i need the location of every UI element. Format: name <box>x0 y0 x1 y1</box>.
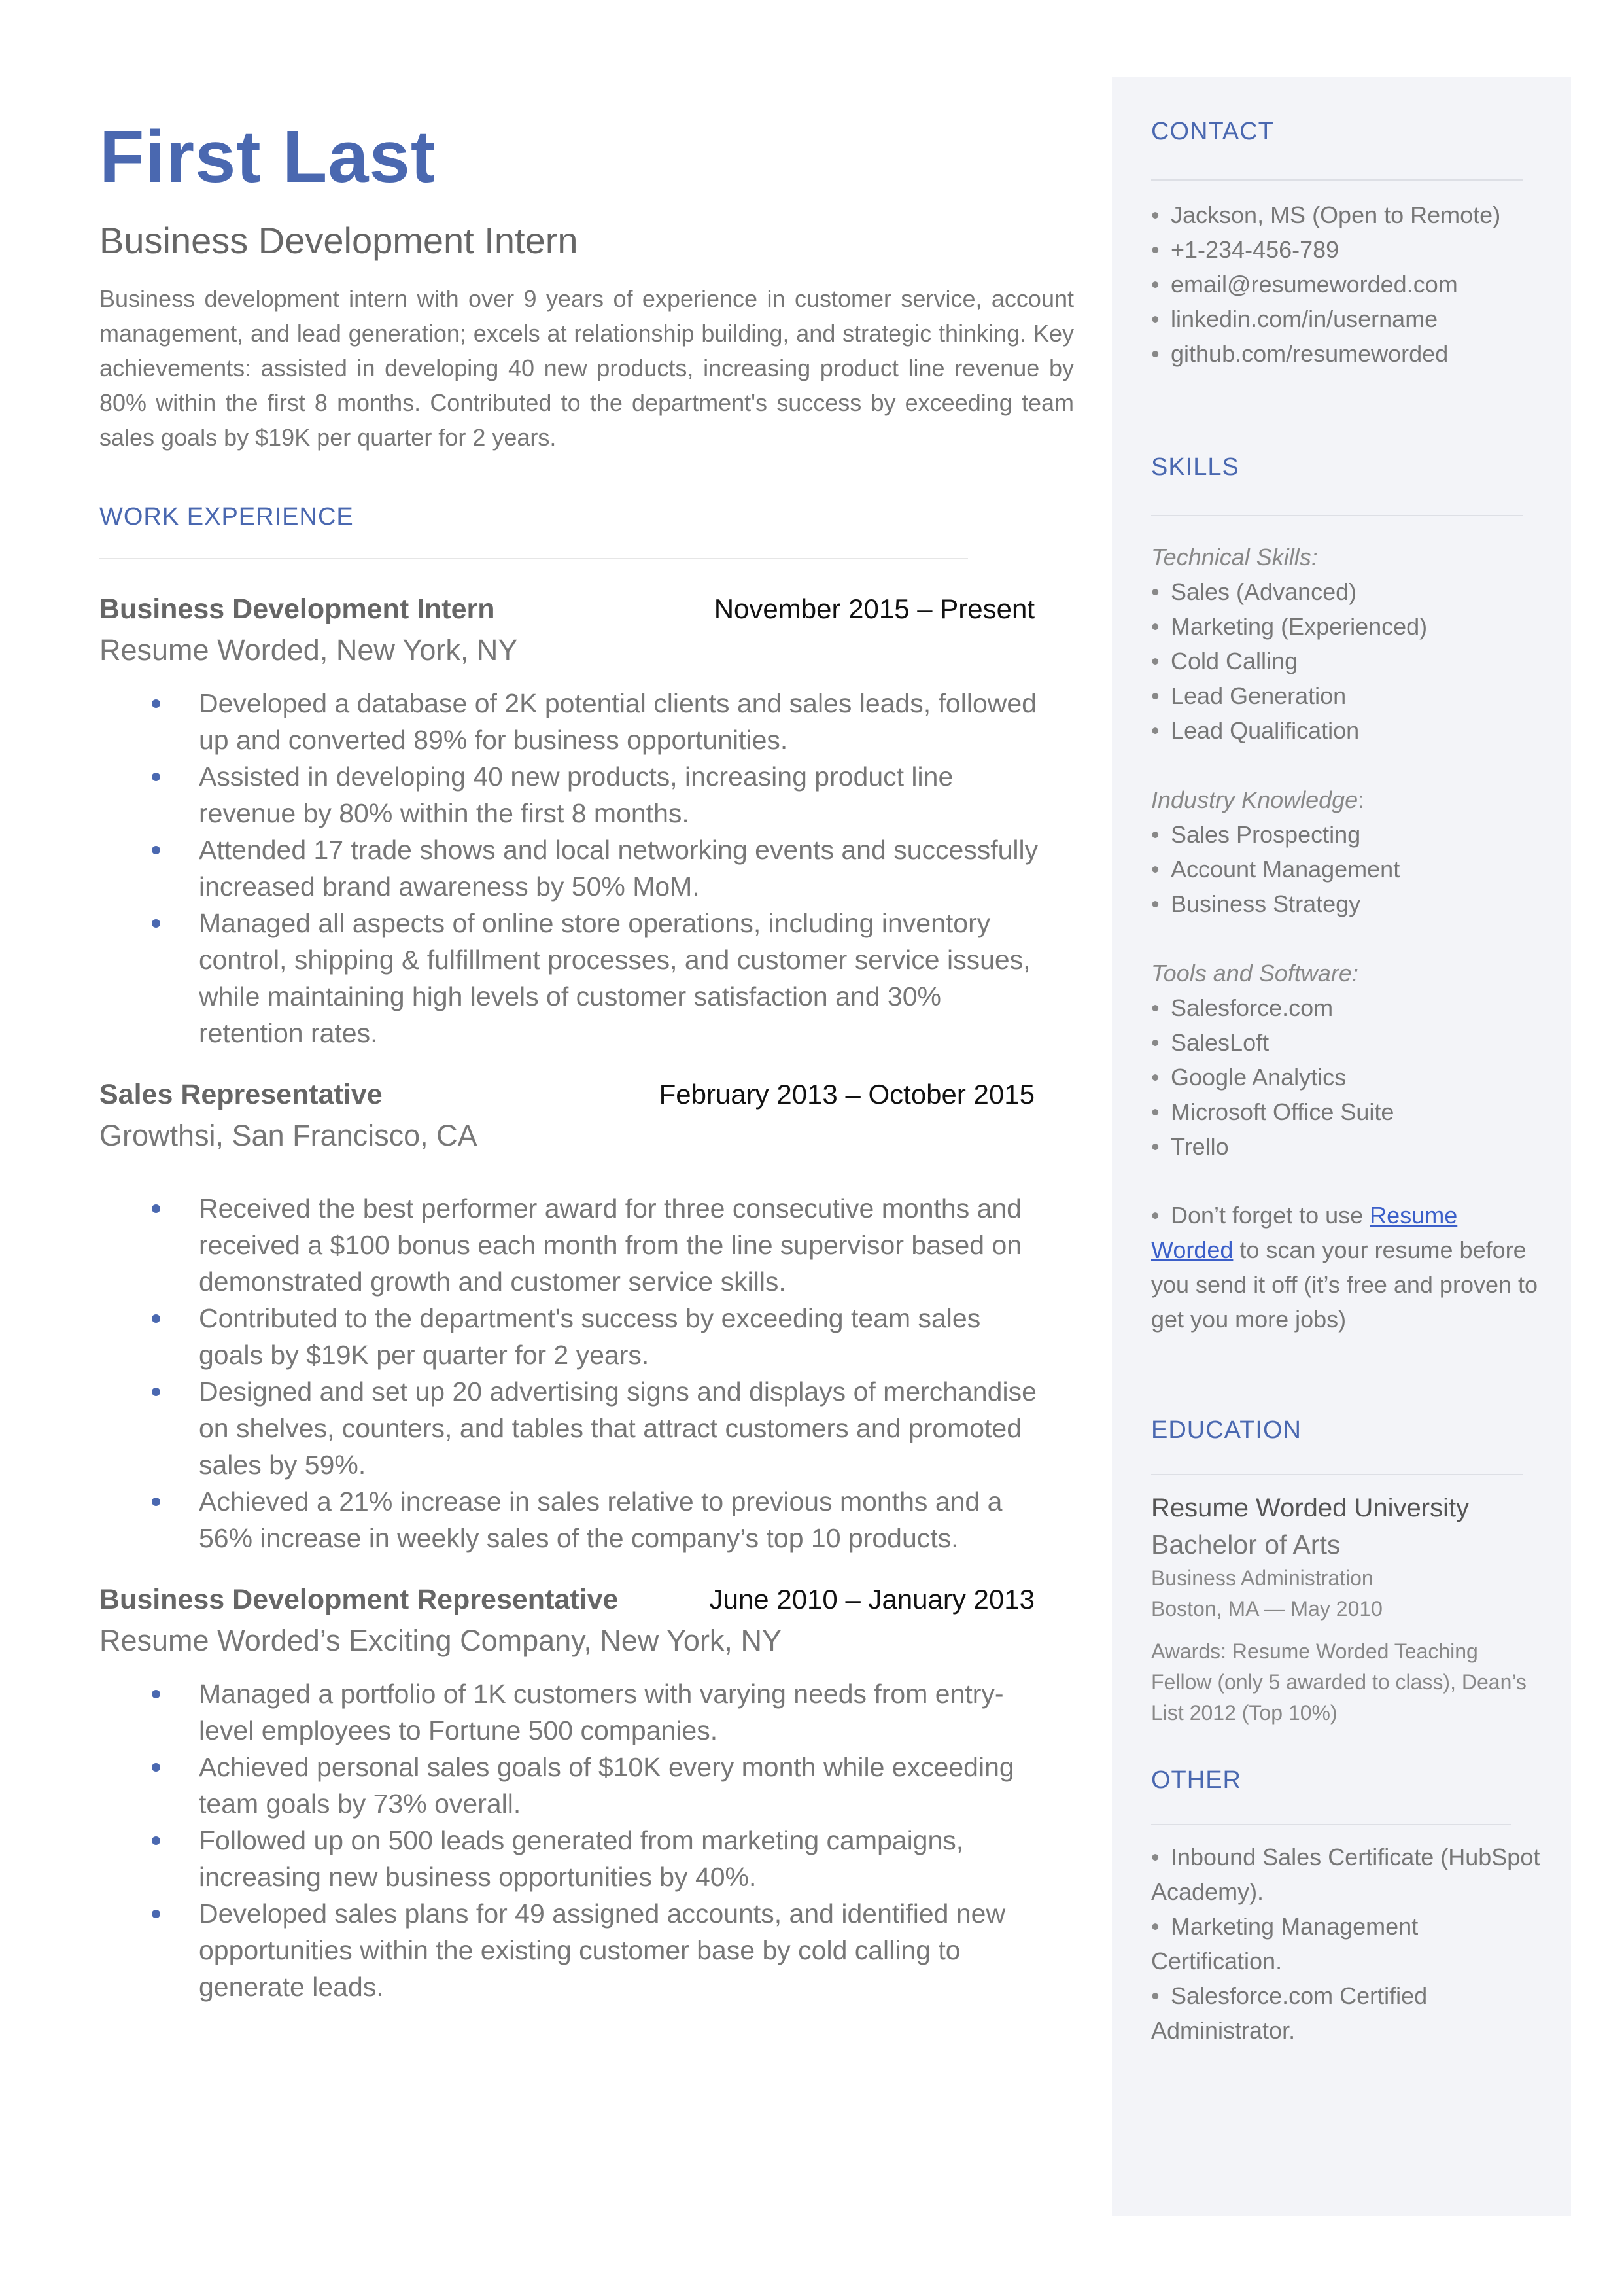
bullet-text: Managed a portfolio of 1K customers with varying needs from entry-level employees to Fortune 500 companies. <box>199 1679 1004 1745</box>
bullet-text: Received the best performer award for three consecutive months and received a $100 bonus each month from the line supervisor based on demonstrated growth and customer service skills. <box>199 1193 1022 1297</box>
candidate-name: First Last <box>99 116 436 198</box>
bullet-text: Managed all aspects of online store operations, including inventory control, shipping & fulfillment processes, and customer service issues, while maintaining high levels of customer satisfaction and 30% retention rates. <box>199 908 1031 1048</box>
skill-text: Salesforce.com <box>1171 994 1334 1021</box>
job-entry <box>99 1075 1080 1556</box>
contact-github[interactable] <box>1151 336 1544 371</box>
bullet-dot-icon <box>152 1763 160 1772</box>
work-experience-heading: WORK EXPERIENCE <box>99 503 354 531</box>
bullet-dot-icon <box>152 1204 160 1213</box>
contact-email[interactable] <box>1151 267 1544 302</box>
resume-worded-link[interactable]: Resume Worded <box>1151 1202 1458 1263</box>
industry-label-text: Industry Knowledge <box>1151 786 1358 813</box>
skills-divider <box>1151 515 1523 516</box>
bullet-icon: • <box>1151 578 1160 605</box>
bullet-item <box>99 758 1043 832</box>
bullet-item <box>99 1373 1043 1483</box>
bullet-icon: • <box>1151 717 1160 744</box>
skill-text: Lead Generation <box>1171 682 1347 709</box>
education-school: Resume Worded University <box>1151 1494 1470 1522</box>
bullet-icon: • <box>1151 648 1160 674</box>
bullet-text: Designed and set up 20 advertising signs and displays of merchandise on shelves, counters, and tables that attract customers and promoted sales by 59%. <box>199 1376 1037 1480</box>
bullet-icon: • <box>1151 340 1160 367</box>
bullet-dot-icon <box>152 1498 160 1506</box>
bullet-icon: • <box>1151 856 1160 883</box>
sidebar-content <box>1151 115 1544 2048</box>
bullet-item <box>99 1822 1043 1895</box>
other-text: Salesforce.com Certified Administrator. <box>1151 1982 1428 2044</box>
job-title: Business Development Representative <box>99 1584 619 1615</box>
contact-heading: CONTACT <box>1151 118 1274 145</box>
education-location-date: Boston, MA — May 2010 <box>1151 1597 1383 1621</box>
resume-worded-tip <box>1151 1198 1544 1337</box>
job-header <box>99 1075 1080 1115</box>
job-entry <box>99 589 1080 1051</box>
job-header <box>99 589 1080 630</box>
job-bullets <box>99 1675 1080 2005</box>
bullet-text: Developed sales plans for 49 assigned accounts, and identified new opportunities within the existing customer base by cold calling to generate leads. <box>199 1899 1006 2002</box>
bullet-item <box>99 1749 1043 1822</box>
other-item <box>1151 1840 1544 1909</box>
skill-item <box>1151 817 1544 852</box>
skill-item <box>1151 678 1544 713</box>
bullet-icon: • <box>1151 1982 1160 2009</box>
other-heading: OTHER <box>1151 1766 1241 1794</box>
education-degree: Bachelor of Arts <box>1151 1530 1341 1560</box>
job-company: Growthsi, San Francisco, CA <box>99 1119 477 1152</box>
other-text: Inbound Sales Certificate (HubSpot Academy). <box>1151 1844 1540 1905</box>
skill-text: SalesLoft <box>1171 1029 1270 1056</box>
tools-software-list <box>1151 990 1544 1164</box>
skill-item <box>1151 990 1544 1025</box>
contact-text: +1-234-456-789 <box>1171 236 1339 263</box>
bullet-icon: • <box>1151 994 1160 1021</box>
tip-prefix: Don’t forget to use <box>1171 1202 1370 1229</box>
bullet-text: Assisted in developing 40 new products, increasing product line revenue by 80% within the first 8 months. <box>199 762 954 828</box>
skills-heading: SKILLS <box>1151 453 1239 481</box>
bullet-icon: • <box>1151 236 1160 263</box>
job-dates: November 2015 – Present <box>714 593 1035 624</box>
skill-item <box>1151 852 1544 886</box>
education-heading: EDUCATION <box>1151 1416 1302 1444</box>
contact-linkedin[interactable] <box>1151 302 1544 336</box>
skill-item <box>1151 609 1544 644</box>
bullet-text: Attended 17 trade shows and local networking events and successfully increased brand awareness by 50% MoM. <box>199 835 1039 902</box>
skill-item <box>1151 644 1544 678</box>
skill-item <box>1151 1060 1544 1095</box>
skill-item <box>1151 574 1544 609</box>
bullet-dot-icon <box>152 1314 160 1323</box>
contact-divider <box>1151 179 1523 181</box>
skill-text: Trello <box>1171 1133 1229 1160</box>
bullet-item <box>99 905 1043 1051</box>
other-item <box>1151 1978 1544 2048</box>
tip-suffix: to scan your resume before you send it off (it’s free and proven to get you more jobs) <box>1151 1236 1538 1333</box>
education-field: Business Administration <box>1151 1566 1373 1590</box>
contact-text: linkedin.com/in/username <box>1171 306 1438 332</box>
technical-skills-label: Technical Skills: <box>1151 544 1318 570</box>
contact-text: github.com/resumeworded <box>1171 340 1449 367</box>
education-awards: Awards: Resume Worded Teaching Fellow (only 5 awarded to class), Dean’s List 2012 (Top 10%) <box>1151 1639 1527 1725</box>
industry-label-colon: : <box>1358 786 1365 813</box>
bullet-icon: • <box>1151 1029 1160 1056</box>
other-list <box>1151 1840 1544 2048</box>
bullet-icon: • <box>1151 1064 1160 1091</box>
education-entry <box>1151 1490 1544 1728</box>
bullet-icon: • <box>1151 306 1160 332</box>
bullet-text: Achieved a 21% increase in sales relative to previous months and a 56% increase in weekly sales of the company’s top 10 products. <box>199 1486 1003 1553</box>
job-entry <box>99 1580 1080 2005</box>
job-header <box>99 1580 1080 1621</box>
bullet-icon: • <box>1151 613 1160 640</box>
skill-text: Lead Qualification <box>1171 717 1360 744</box>
skill-text: Sales Prospecting <box>1171 821 1361 848</box>
contact-text: email@resumeworded.com <box>1171 271 1458 298</box>
bullet-text: Achieved personal sales goals of $10K every month while exceeding team goals by 73% overall. <box>199 1752 1014 1819</box>
bullet-item <box>99 1300 1043 1373</box>
main-column <box>99 111 1080 2005</box>
bullet-dot-icon <box>152 1690 160 1698</box>
bullet-icon: • <box>1151 1202 1160 1229</box>
job-dates: February 2013 – October 2015 <box>659 1079 1035 1110</box>
contact-location <box>1151 198 1544 232</box>
bullet-item <box>99 1483 1043 1556</box>
education-divider <box>1151 1474 1523 1475</box>
other-item <box>1151 1909 1544 1978</box>
skill-text: Cold Calling <box>1171 648 1298 674</box>
bullet-item <box>99 832 1043 905</box>
skill-item <box>1151 886 1544 921</box>
bullet-icon: • <box>1151 682 1160 709</box>
bullet-dot-icon <box>152 699 160 708</box>
bullet-item <box>99 1895 1043 2005</box>
bullet-text: Contributed to the department's success by exceeding team sales goals by $19K per quarter for 2 years. <box>199 1303 981 1370</box>
skill-text: Marketing (Experienced) <box>1171 613 1428 640</box>
contact-list <box>1151 198 1544 371</box>
bullet-dot-icon <box>152 1910 160 1918</box>
job-bullets <box>99 1190 1080 1556</box>
job-bullets <box>99 685 1080 1051</box>
skill-item <box>1151 1025 1544 1060</box>
skill-text: Business Strategy <box>1171 890 1361 917</box>
bullet-item <box>99 685 1043 758</box>
sidebar <box>1112 77 1571 2216</box>
summary: Business development intern with over 9 years of experience in customer service, account management, and lead generation; excels at relationship building, and strategic thinking. Key achievements: assisted in developing 40 new products, increasing product line revenue by 80% within the first 8 months. Contributed to the department's success by exceeding team sales goals by $19K per quarter for 2 years. <box>99 285 1074 451</box>
job-company: Resume Worded, New York, NY <box>99 633 518 667</box>
job-company: Resume Worded’s Exciting Company, New York, NY <box>99 1624 782 1657</box>
skill-item <box>1151 1129 1544 1164</box>
bullet-item <box>99 1675 1043 1749</box>
work-experience-divider <box>99 558 968 559</box>
other-text: Marketing Management Certification. <box>1151 1913 1419 1974</box>
bullet-dot-icon <box>152 1836 160 1845</box>
bullet-icon: • <box>1151 271 1160 298</box>
bullet-icon: • <box>1151 1913 1160 1940</box>
bullet-text: Developed a database of 2K potential clients and sales leads, followed up and converted 89% for business opportunities. <box>199 688 1037 755</box>
skill-item <box>1151 713 1544 748</box>
bullet-icon: • <box>1151 201 1160 228</box>
bullet-icon: • <box>1151 890 1160 917</box>
candidate-title: Business Development Intern <box>99 220 578 261</box>
skill-text: Sales (Advanced) <box>1171 578 1357 605</box>
bullet-dot-icon <box>152 919 160 928</box>
contact-text: Jackson, MS (Open to Remote) <box>1171 201 1501 228</box>
bullet-dot-icon <box>152 846 160 854</box>
contact-phone[interactable] <box>1151 232 1544 267</box>
bullet-dot-icon <box>152 773 160 781</box>
skill-text: Account Management <box>1171 856 1400 883</box>
job-title: Sales Representative <box>99 1079 383 1110</box>
bullet-icon: • <box>1151 1844 1160 1870</box>
bullet-icon: • <box>1151 1133 1160 1160</box>
bullet-item <box>99 1190 1043 1300</box>
technical-skills-list <box>1151 574 1544 748</box>
other-divider <box>1151 1824 1511 1825</box>
industry-knowledge-label <box>1151 782 1544 817</box>
tools-software-label: Tools and Software: <box>1151 960 1358 987</box>
job-dates: June 2010 – January 2013 <box>709 1584 1035 1615</box>
bullet-icon: • <box>1151 1098 1160 1125</box>
bullet-icon: • <box>1151 821 1160 848</box>
skill-text: Microsoft Office Suite <box>1171 1098 1394 1125</box>
bullet-text: Followed up on 500 leads generated from marketing campaigns, increasing new business opportunities by 40%. <box>199 1825 964 1892</box>
skill-item <box>1151 1095 1544 1129</box>
job-title: Business Development Intern <box>99 593 495 625</box>
skill-text: Google Analytics <box>1171 1064 1347 1091</box>
bullet-dot-icon <box>152 1388 160 1396</box>
industry-knowledge-list <box>1151 817 1544 921</box>
